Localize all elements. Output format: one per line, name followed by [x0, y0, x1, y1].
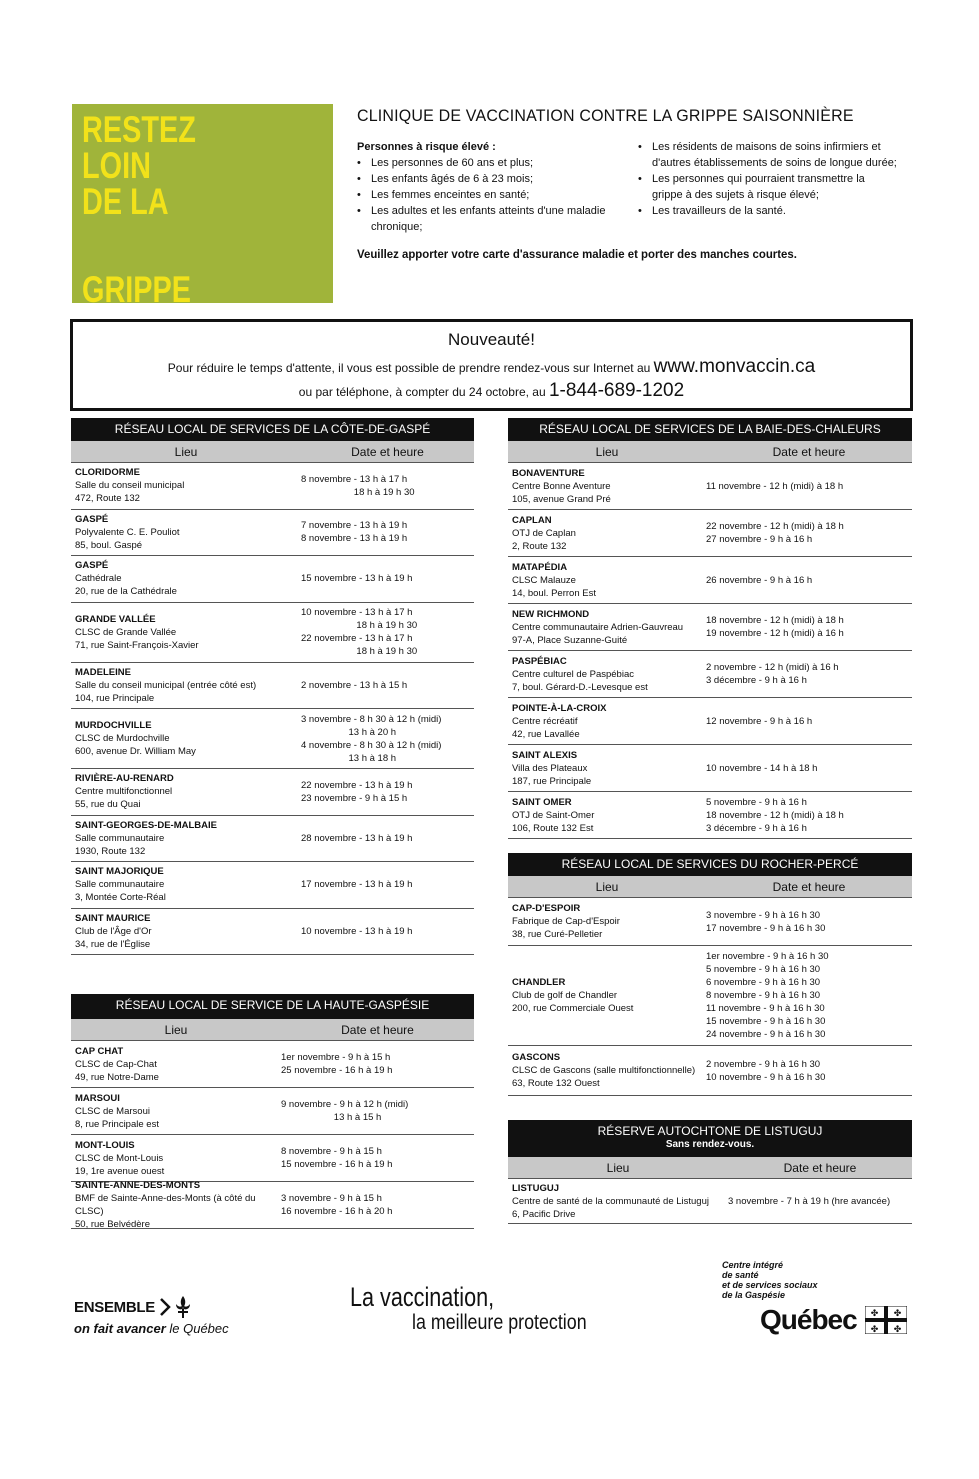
- location-name: MURDOCHVILLE: [75, 720, 152, 731]
- location-cell: [71, 613, 301, 652]
- location-cell: [71, 466, 301, 505]
- risk-item: • Les résidents de maisons de soins infirmiers et d'autres établissements de soins de longue durée;: [638, 139, 898, 171]
- column-date: Date et heure: [341, 1022, 414, 1037]
- table-row: [71, 1041, 474, 1088]
- risk-item: • Les personnes qui pourraient transmettre la grippe à des sujets à risque élevé;: [638, 171, 898, 203]
- location-address: 97-A, Place Suzanne-Guité: [512, 634, 628, 646]
- location-cell: [508, 514, 706, 553]
- table-row: [508, 1046, 912, 1096]
- column-header: [71, 1019, 474, 1041]
- location-name: SAINT OMER: [512, 796, 572, 808]
- date-cell: 3 novembre - 9 h à 16 h 30 17 novembre - 9 h à 16 h 30: [706, 909, 826, 934]
- table-row: [71, 862, 474, 909]
- location-cell: [508, 902, 706, 941]
- location-place: CLSC de Murdochville: [75, 733, 170, 744]
- quebec-wordmark: Québec: [760, 1304, 857, 1335]
- section-baie-des-chaleurs: [508, 418, 912, 839]
- phone-number: 1-844-689-1202: [548, 380, 685, 401]
- location-place: CLSC Malauze: [512, 574, 576, 586]
- date-cell: 26 novembre - 9 h à 16 h: [706, 574, 813, 586]
- table-row: [508, 651, 912, 698]
- location-cell: [71, 559, 301, 598]
- date-cell: 22 novembre - 13 h à 19 h 23 novembre - 9 h à 15 h: [301, 779, 413, 804]
- column-lieu: Lieu: [606, 1160, 630, 1175]
- table-row: [71, 909, 474, 956]
- location-name: MATAPÉDIA: [512, 561, 568, 573]
- location-name: NEW RICHMOND: [512, 608, 590, 620]
- location-name: PASPÉBIAC: [512, 655, 567, 667]
- column-lieu: Lieu: [595, 879, 619, 894]
- date-cell: 18 novembre - 12 h (midi) à 18 h 19 novembre - 12 h (midi) à 16 h: [706, 615, 844, 639]
- location-cell: [71, 819, 301, 858]
- location-address: 14, boul. Perron Est: [512, 587, 596, 599]
- location-place: OTJ de Caplan: [512, 527, 576, 539]
- section-title: RÉSEAU LOCAL DE SERVICES DU ROCHER-PERCÉ: [508, 853, 912, 876]
- location-address: 472, Route 132: [75, 493, 140, 505]
- date-cell: 22 novembre - 12 h (midi) à 18 h 27 novembre - 9 h à 16 h: [706, 521, 844, 545]
- table-row: [71, 769, 474, 816]
- news-box: [70, 319, 913, 411]
- location-place: Centre culturel de Paspébiac: [512, 668, 634, 680]
- date-cell: 5 novembre - 9 h à 16 h 18 novembre - 12 h (midi) à 18 h 3 décembre - 9 h à 16 h: [706, 796, 844, 834]
- ensemble-logo: [74, 1295, 229, 1336]
- column-header: [71, 441, 474, 463]
- location-address: 8, rue Principale est: [75, 1118, 159, 1130]
- location-address: 55, rue du Quai: [75, 799, 141, 811]
- location-cell: [71, 719, 301, 758]
- date-cell: 1er novembre - 9 h à 16 h 30 5 novembre - 9 h à 16 h 30 6 novembre - 9 h à 16 h 30 8 novembre - 9 h à 16 h 30 11 novembre - 9 h à 16 h 30 15 novembre - 9 h à 16 h 30 24 novembre - 9 h à 16 h 30: [706, 951, 829, 1040]
- column-lieu: Lieu: [595, 444, 619, 459]
- table-row: [508, 946, 912, 1046]
- news-title: Nouveauté!: [448, 330, 535, 349]
- ensemble-tagline: on fait avancer le Québec: [74, 1321, 229, 1336]
- location-address: 200, rue Commerciale Ouest: [512, 1003, 634, 1014]
- slogan-line-1: La vaccination,: [350, 1282, 495, 1312]
- date-cell: 10 novembre - 14 h à 18 h: [706, 762, 818, 774]
- location-cell: [508, 796, 706, 835]
- location-address: 49, rue Notre-Dame: [75, 1071, 159, 1083]
- table-row: [71, 603, 474, 663]
- section-title: RÉSEAU LOCAL DE SERVICES DE LA BAIE-DES-CHALEURS: [508, 418, 912, 441]
- slogan-line-2: la meilleure protection: [412, 1311, 587, 1334]
- location-name: GRANDE VALLÉE: [75, 613, 156, 625]
- table-row: [71, 1182, 474, 1229]
- location-cell: [71, 865, 301, 904]
- quebec-flag-icon: [865, 1306, 907, 1334]
- location-address: 20, rue de la Cathédrale: [75, 586, 177, 598]
- location-cell: [508, 1182, 728, 1221]
- location-address: 3, Montée Corte-Réal: [75, 892, 166, 904]
- location-place: Club de golf de Chandler: [512, 990, 618, 1001]
- news-line-1: Pour réduire le temps d'attente, il vous est possible de prendre rendez-vous sur Internet au www.monvaccin.ca: [167, 356, 816, 377]
- column-lieu: Lieu: [174, 444, 198, 459]
- table-row: [508, 557, 912, 604]
- location-address: 1930, Route 132: [75, 845, 146, 857]
- location-place: Salle communautaire: [75, 879, 165, 891]
- risk-item: • Les femmes enceintes en santé;: [357, 187, 622, 203]
- location-name: MADELEINE: [75, 666, 131, 678]
- location-cell: [71, 666, 301, 705]
- location-address: 7, boul. Gérard-D.-Levesque est: [512, 681, 648, 693]
- risk-list-right: [638, 139, 898, 219]
- location-address: 34, rue de l'Église: [75, 938, 151, 950]
- location-address: 6, Pacific Drive: [512, 1208, 576, 1220]
- location-place: CLSC de Gascons (salle multifonctionnelle): [512, 1065, 696, 1076]
- risk-list-left: [357, 139, 622, 235]
- risk-heading: Personnes à risque élevé :: [357, 141, 496, 153]
- location-address: 105, avenue Grand Pré: [512, 493, 611, 505]
- location-name: SAINT MAURICE: [75, 912, 151, 924]
- column-header: [508, 876, 912, 898]
- table-row: [71, 816, 474, 863]
- table-row: [508, 898, 912, 946]
- table-row: [508, 510, 912, 557]
- cisss-line: de santé: [722, 1270, 759, 1280]
- slogan: [350, 1282, 617, 1335]
- location-address: 38, rue Curé-Pelletier: [512, 929, 603, 940]
- location-place: Salle communautaire: [75, 832, 165, 844]
- date-cell: 3 novembre - 8 h 30 à 12 h (midi) 13 h à 20 h 4 novembre - 8 h 30 à 12 h (midi) 13 h à 18 h: [301, 713, 442, 764]
- location-name: GASCONS: [512, 1052, 561, 1063]
- section-title: RÉSERVE AUTOCHTONE DE LISTUGUJ Sans rendez-vous.: [508, 1120, 912, 1157]
- location-address: 600, avenue Dr. William May: [75, 746, 196, 757]
- svg-text:✤: ✤: [893, 1325, 901, 1334]
- date-cell: 10 novembre - 13 h à 19 h: [301, 925, 413, 937]
- table-row: [71, 1088, 474, 1135]
- table-row: [71, 1135, 474, 1182]
- location-name: SAINTE-ANNE-DES-MONTS: [75, 1180, 201, 1191]
- date-cell: 15 novembre - 13 h à 19 h: [301, 573, 413, 585]
- news-line-2: ou par téléphone, à compter du 24 octobre, au 1-844-689-1202: [298, 380, 685, 401]
- section-title: RÉSEAU LOCAL DE SERVICES DE LA CÔTE-DE-GASPÉ: [71, 418, 474, 441]
- location-name: LISTUGUJ: [512, 1182, 559, 1194]
- section-listuguj: [508, 1120, 912, 1224]
- section-cote-de-gaspe: [71, 418, 474, 955]
- location-place: Centre multifonctionnel: [75, 786, 173, 798]
- page-title: CLINIQUE DE VACCINATION CONTRE LA GRIPPE SAISONNIÈRE: [357, 106, 854, 125]
- location-place: Centre Bonne Aventure: [512, 480, 611, 492]
- svg-text:✤: ✤: [893, 1309, 901, 1319]
- location-place: Salle du conseil municipal: [75, 480, 185, 492]
- cisss-line: de la Gaspésie: [722, 1290, 786, 1300]
- campaign-line-3: GRIPPE: [82, 269, 192, 310]
- cisss-name: [722, 1260, 907, 1300]
- location-place: OTJ de Saint-Omer: [512, 809, 595, 821]
- table-row: [508, 792, 912, 839]
- ensemble-word: ENSEMBLE: [74, 1298, 155, 1316]
- location-name: CLORIDORME: [75, 467, 140, 479]
- table-row: [71, 709, 474, 769]
- location-address: 63, Route 132 Ouest: [512, 1078, 600, 1089]
- date-cell: 1er novembre - 9 h à 15 h 25 novembre - 16 h à 19 h: [281, 1052, 393, 1076]
- location-cell: [508, 976, 706, 1015]
- location-cell: [71, 912, 301, 951]
- location-address: 187, rue Principale: [512, 775, 592, 787]
- table-row: [71, 663, 474, 710]
- location-cell: [508, 608, 706, 647]
- location-address: 104, rue Principale: [75, 692, 155, 704]
- website-link[interactable]: www.monvaccin.ca: [653, 356, 816, 377]
- location-name: MONT-LOUIS: [75, 1139, 135, 1151]
- location-name: BONAVENTURE: [512, 467, 585, 479]
- chevron-right-icon: [159, 1298, 171, 1316]
- table-row: [508, 745, 912, 792]
- cisss-line: Centre intégré: [722, 1260, 784, 1270]
- location-address: 2, Route 132: [512, 540, 567, 552]
- location-place: Fabrique de Cap-d'Espoir: [512, 916, 620, 927]
- bring-note: Veuillez apporter votre carte d'assurance maladie et porter des manches courtes.: [357, 247, 797, 261]
- location-address: 42, rue Lavallée: [512, 728, 580, 740]
- location-place: BMF de Sainte-Anne-des-Monts (à côté du CLSC): [75, 1193, 256, 1217]
- location-place: Salle du conseil municipal (entrée côté est): [75, 679, 257, 691]
- campaign-line-2: DE LA: [82, 181, 169, 222]
- column-date: Date et heure: [783, 1160, 857, 1175]
- location-name: MARSOUI: [75, 1092, 120, 1104]
- risk-item: • Les personnes de 60 ans et plus;: [357, 155, 622, 171]
- risk-item: • Les travailleurs de la santé.: [638, 203, 898, 219]
- column-date: Date et heure: [772, 879, 846, 894]
- location-address: 71, rue Saint-François-Xavier: [75, 639, 199, 651]
- location-name: SAINT-GEORGES-DE-MALBAIE: [75, 819, 217, 831]
- location-place: Villa des Plateaux: [512, 762, 588, 774]
- date-cell: 7 novembre - 13 h à 19 h 8 novembre - 13 h à 19 h: [301, 520, 408, 545]
- location-place: Club de l'Âge d'Or: [75, 925, 152, 937]
- location-name: POINTE-À-LA-CROIX: [512, 702, 607, 714]
- svg-text:✤: ✤: [870, 1325, 878, 1334]
- location-name: CHANDLER: [512, 977, 566, 988]
- table-row: [71, 463, 474, 510]
- column-date: Date et heure: [772, 444, 846, 459]
- cisss-logo: [722, 1260, 907, 1336]
- date-cell: 2 novembre - 9 h à 16 h 30 10 novembre - 9 h à 16 h 30: [706, 1058, 826, 1083]
- location-name: RIVIÈRE-AU-RENARD: [75, 773, 174, 785]
- location-name: CAPLAN: [512, 514, 552, 526]
- section-rocher-perce: [508, 853, 912, 1096]
- risk-item: • Les enfants âgés de 6 à 23 mois;: [357, 171, 622, 187]
- campaign-line-1: RESTEZ LOIN: [82, 109, 196, 186]
- table-row: [508, 1179, 912, 1224]
- location-name: GASPÉ: [75, 560, 109, 572]
- location-cell: [71, 513, 301, 552]
- location-cell: [71, 1092, 281, 1131]
- campaign-banner: [72, 104, 333, 310]
- date-cell: 8 novembre - 13 h à 17 h 18 h à 19 h 30: [301, 473, 415, 498]
- location-place: CLSC de Marsoui: [75, 1105, 150, 1117]
- date-cell: 9 novembre - 9 h à 12 h (midi) 13 h à 15 h: [281, 1099, 409, 1123]
- svg-text:✤: ✤: [870, 1309, 878, 1319]
- location-address: 106, Route 132 Est: [512, 822, 594, 834]
- cisss-line: et de services sociaux: [722, 1280, 818, 1290]
- location-cell: [508, 467, 706, 506]
- location-address: 50, rue Belvédère: [75, 1219, 150, 1230]
- date-cell: 2 novembre - 12 h (midi) à 16 h 3 décembre - 9 h à 16 h: [706, 662, 839, 686]
- date-cell: 11 novembre - 12 h (midi) à 18 h: [706, 480, 844, 492]
- location-name: SAINT ALEXIS: [512, 749, 578, 761]
- location-name: CAP CHAT: [75, 1045, 124, 1057]
- location-cell: [508, 655, 706, 694]
- location-place: Cathédrale: [75, 573, 122, 585]
- column-header: [508, 1157, 912, 1179]
- table-row: [71, 510, 474, 557]
- location-cell: [508, 1051, 706, 1090]
- table-row: [508, 463, 912, 510]
- table-row: [508, 698, 912, 745]
- location-cell: [508, 749, 706, 788]
- location-place: CLSC de Mont-Louis: [75, 1152, 164, 1164]
- location-name: CAP-D'ESPOIR: [512, 903, 581, 914]
- date-cell: 17 novembre - 13 h à 19 h: [301, 879, 413, 891]
- date-cell: 3 novembre - 9 h à 15 h 16 novembre - 16 h à 20 h: [281, 1193, 393, 1217]
- table-row: [508, 604, 912, 651]
- date-cell: 28 novembre - 13 h à 19 h: [301, 832, 413, 844]
- location-place: Centre de santé de la communauté de Listuguj: [512, 1195, 709, 1207]
- location-name: GASPÉ: [75, 513, 109, 525]
- location-cell: [71, 1045, 281, 1084]
- date-cell: 12 novembre - 9 h à 16 h: [706, 715, 813, 727]
- location-place: Polyvalente C. E. Pouliot: [75, 526, 180, 538]
- location-name: SAINT MAJORIQUE: [75, 866, 164, 878]
- fleur-de-lis-icon: [175, 1295, 191, 1319]
- column-date: Date et heure: [351, 444, 424, 459]
- date-cell: 3 novembre - 7 h à 19 h (hre avancée): [728, 1195, 891, 1207]
- column-header: [508, 441, 912, 463]
- date-cell: 10 novembre - 13 h à 17 h 18 h à 19 h 30 22 novembre - 13 h à 17 h 18 h à 19 h 30: [301, 607, 418, 657]
- location-place: Centre récréatif: [512, 715, 578, 727]
- location-place: CLSC de Grande Vallée: [75, 626, 177, 638]
- location-cell: [71, 1179, 281, 1231]
- date-cell: 2 novembre - 13 h à 15 h: [301, 679, 408, 691]
- section-subtitle: Sans rendez-vous.: [665, 1139, 755, 1150]
- table-row: [71, 556, 474, 603]
- section-title: RÉSEAU LOCAL DE SERVICE DE LA HAUTE-GASPÉSIE: [71, 994, 474, 1019]
- location-address: 85, boul. Gaspé: [75, 539, 143, 551]
- location-cell: [71, 772, 301, 811]
- location-place: CLSC de Cap-Chat: [75, 1058, 157, 1070]
- section-haute-gaspesie: [71, 994, 474, 1229]
- location-cell: [508, 561, 706, 600]
- column-lieu: Lieu: [164, 1022, 188, 1037]
- location-cell: [508, 702, 706, 741]
- location-address: 19, 1re avenue ouest: [75, 1165, 165, 1177]
- location-cell: [71, 1139, 281, 1178]
- date-cell: 8 novembre - 9 h à 15 h 15 novembre - 16 h à 19 h: [281, 1146, 393, 1170]
- location-place: Centre communautaire Adrien-Gauvreau: [512, 621, 684, 633]
- risk-item: • Les adultes et les enfants atteints d'une maladie chronique;: [357, 203, 622, 235]
